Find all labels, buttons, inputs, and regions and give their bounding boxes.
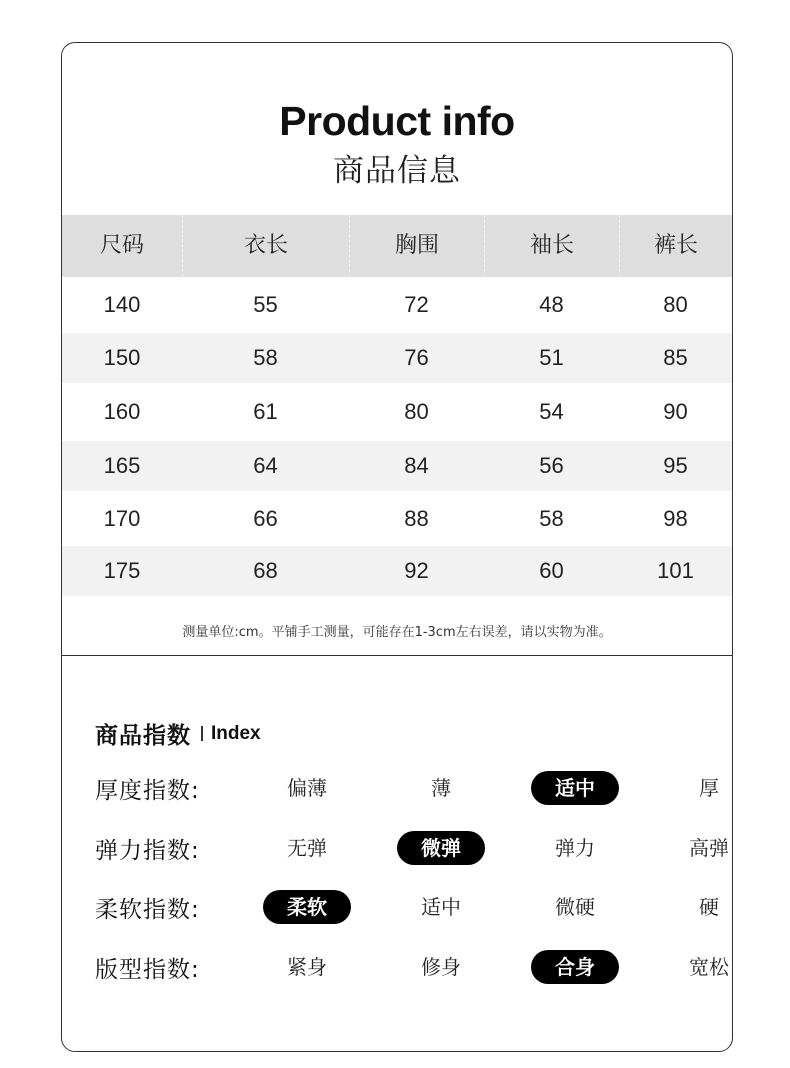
table-cell: 95 (663, 453, 688, 478)
index-label: 弹力指数: (95, 837, 200, 864)
table-cell: 60 (539, 558, 564, 583)
table-cell: 55 (253, 292, 278, 317)
title-chinese: 商品信息 (333, 153, 461, 189)
table-cell: 101 (657, 558, 694, 583)
table-cell: 51 (539, 345, 564, 370)
index-label: 厚度指数: (95, 777, 200, 804)
product-info-card (61, 42, 733, 1052)
header-sleeve: 袖长 (484, 215, 619, 277)
index-row-elasticity (95, 828, 733, 868)
table-cell: 68 (253, 558, 278, 583)
table-cell: 61 (253, 399, 278, 424)
index-row-softness (95, 887, 733, 927)
index-option: 高弹 (689, 836, 729, 860)
index-label: 版型指数: (95, 956, 200, 983)
index-option: 适中 (421, 895, 461, 919)
header-length: 衣长 (182, 215, 349, 277)
index-option-selected: 适中 (531, 771, 619, 805)
table-cell: 76 (404, 345, 429, 370)
table-cell: 66 (253, 505, 278, 531)
title-english: Product info (279, 98, 515, 144)
index-title-chinese: 商品指数 (95, 723, 191, 749)
table-cell: 58 (539, 505, 564, 531)
table-row (62, 546, 732, 596)
index-option-selected: 合身 (531, 950, 619, 984)
table-cell: 92 (404, 558, 429, 583)
index-option-selected: 柔软 (263, 890, 351, 924)
table-cell: 80 (663, 292, 688, 317)
table-row (62, 491, 732, 546)
header-size: 尺码 (99, 233, 144, 258)
table-row (62, 333, 732, 383)
table-cell: 54 (539, 399, 564, 424)
table-cell: 165 (103, 453, 141, 478)
index-option: 紧身 (287, 955, 327, 979)
table-cell: 175 (103, 558, 141, 583)
header-chest: 胸围 (349, 215, 484, 277)
index-separator (201, 726, 203, 741)
table-cell: 90 (663, 399, 688, 424)
table-cell: 98 (663, 505, 688, 531)
table-cell: 160 (103, 399, 141, 424)
size-table (62, 215, 732, 596)
table-cell: 150 (103, 345, 141, 370)
table-cell: 140 (103, 292, 141, 317)
index-option: 弹力 (555, 836, 595, 860)
table-cell: 48 (539, 292, 564, 317)
measurement-note: 测量单位:cm。平铺手工测量，可能存在1-3cm左右误差，请以实物为准。 (182, 625, 612, 640)
header-pants-length: 裤长 (619, 215, 732, 277)
table-cell: 56 (539, 453, 564, 478)
table-cell: 64 (253, 453, 278, 478)
index-row-thickness (95, 768, 733, 808)
index-option: 微硬 (555, 895, 595, 919)
table-cell: 85 (663, 345, 688, 370)
index-label: 柔软指数: (95, 896, 200, 923)
table-cell: 58 (253, 345, 278, 370)
index-option-selected: 微弹 (397, 831, 485, 865)
table-row (62, 277, 732, 333)
index-row-fit (95, 947, 733, 987)
index-title-english: Index (211, 722, 261, 744)
index-option: 宽松 (689, 955, 729, 979)
table-cell: 72 (404, 292, 429, 317)
size-table-header (62, 215, 732, 277)
section-divider (62, 655, 732, 656)
index-option: 无弹 (287, 836, 327, 860)
table-cell: 88 (404, 505, 429, 531)
index-heading (95, 717, 261, 750)
index-option: 硬 (699, 895, 719, 919)
table-cell: 84 (404, 453, 429, 478)
index-option: 修身 (421, 955, 461, 979)
table-row (62, 383, 732, 441)
index-option: 厚 (699, 776, 719, 800)
table-row (62, 441, 732, 491)
index-option: 薄 (431, 776, 451, 800)
table-cell: 80 (404, 399, 429, 424)
table-cell: 170 (103, 505, 141, 531)
index-option: 偏薄 (287, 776, 327, 800)
